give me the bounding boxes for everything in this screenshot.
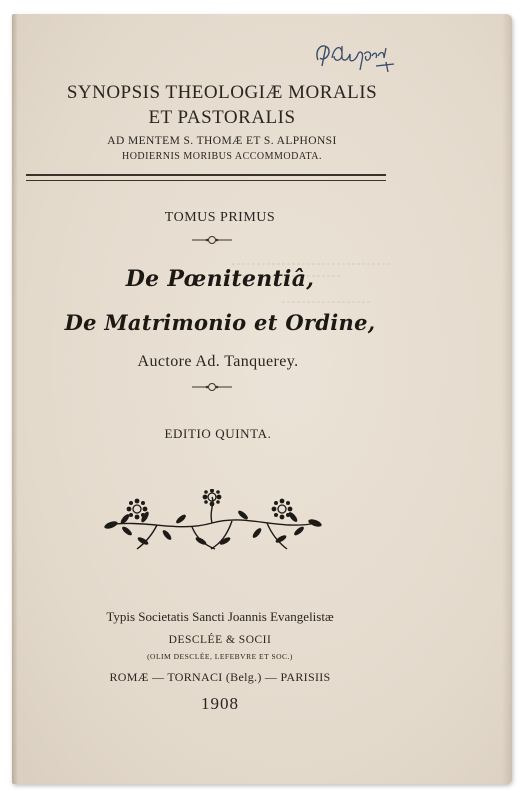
printer-line: Typis Societatis Sancti Joannis Evangelistæ bbox=[106, 609, 334, 624]
publication-year: 1908 bbox=[201, 694, 239, 713]
page-edge bbox=[502, 14, 512, 784]
double-rule-bottom bbox=[26, 180, 386, 181]
double-rule-top bbox=[26, 174, 386, 176]
places-line: ROMÆ — TORNACI (Belg.) — PARISIIS bbox=[109, 670, 331, 684]
series-title-line2: ET PASTORALIS bbox=[148, 107, 296, 128]
spine-shadow bbox=[12, 14, 18, 784]
series-subtitle-line1: AD MENTEM S. THOMÆ ET S. ALPHONSI bbox=[107, 135, 337, 147]
ornament-divider-icon bbox=[192, 381, 232, 393]
series-title-line1: SYNOPSIS THEOLOGIÆ MORALIS bbox=[66, 82, 378, 103]
edition-label: EDITIO QUINTA. bbox=[164, 426, 272, 441]
publisher-formerly-line: (OLIM DESCLÉE, LEFEBVRE ET SOC.) bbox=[147, 652, 293, 661]
volume-label: TOMUS PRIMUS bbox=[164, 210, 276, 225]
series-subtitle-line2: HODIERNIS MORIBUS ACCOMMODATA. bbox=[121, 151, 323, 162]
publisher-line: DESCLÉE & SOCII bbox=[168, 634, 272, 646]
author-line: Auctore Ad. Tanquerey. bbox=[137, 353, 299, 370]
main-title-line2: De Matrimonio et Ordine, bbox=[64, 310, 376, 335]
ornament-divider-icon bbox=[192, 234, 232, 246]
title-page bbox=[12, 14, 512, 784]
main-title-line1: De Pœnitentiâ, bbox=[125, 266, 315, 292]
handwritten-signature bbox=[312, 36, 407, 76]
floral-vignette-icon bbox=[97, 489, 327, 559]
